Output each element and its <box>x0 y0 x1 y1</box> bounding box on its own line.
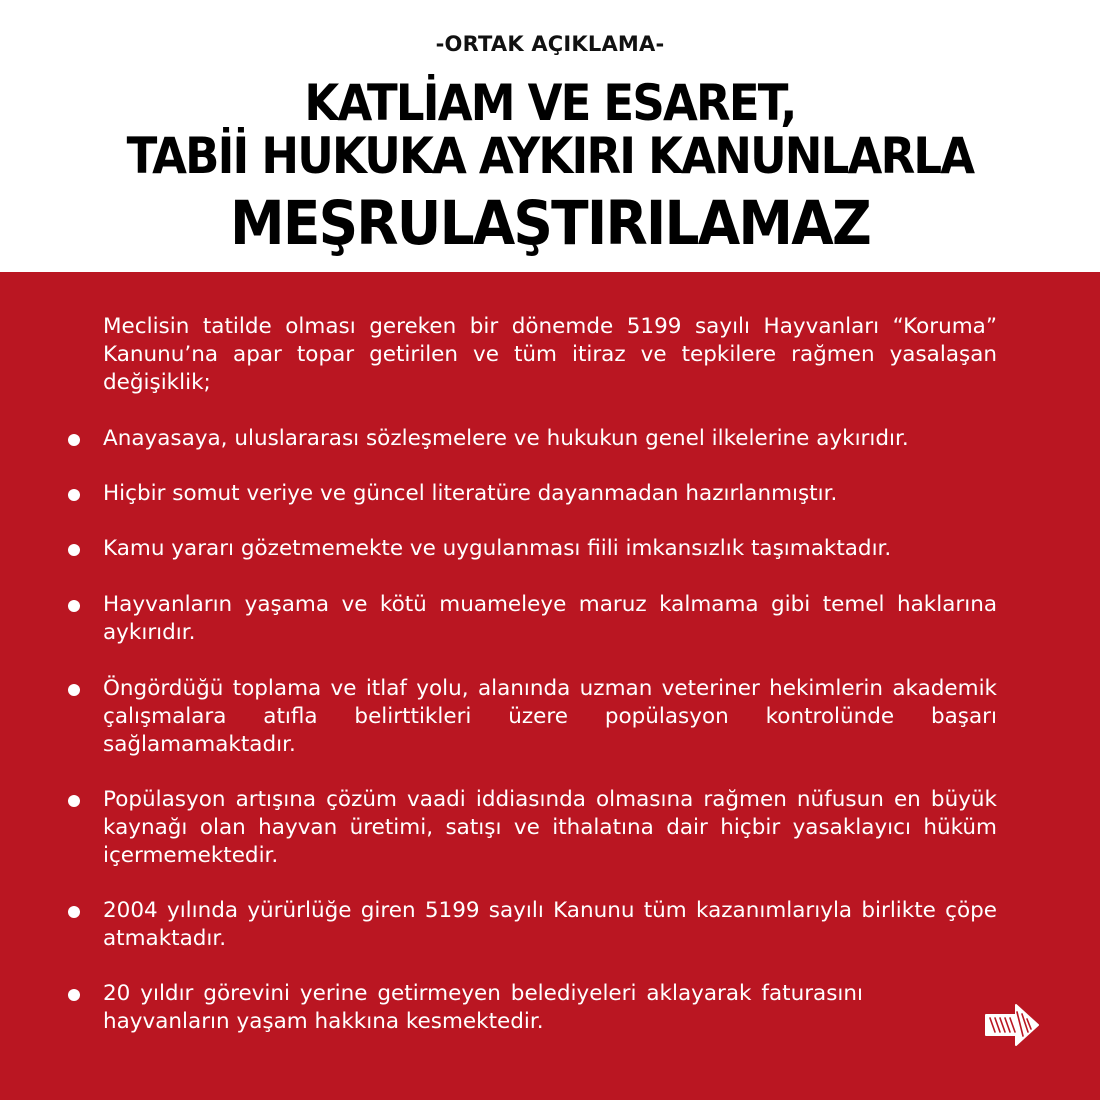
bullet-dot <box>68 989 80 1001</box>
bullet-item: 20 yıldır görevini yerine getirmeyen belediyeleri aklayarak faturasını hayvanların yaşam hakkına kesmektedir. <box>103 981 863 1034</box>
right-arrow-icon[interactable] <box>983 1002 1041 1048</box>
bullet-item: Popülasyon artışına çözüm vaadi iddiasında olmasına rağmen nüfusun en büyük kaynağı olan hayvan üretimi, satışı ve ithalatına dair hiçbir yasaklayıcı hüküm içermemektedir. <box>103 787 997 868</box>
title-line-1: KATLİAM VE ESARET, <box>304 74 796 132</box>
kicker-label: -ORTAK AÇIKLAMA- <box>435 32 665 56</box>
bullet-item: 2004 yılında yürürlüğe giren 5199 sayılı Kanunu tüm kazanımlarıyla birlikte çöpe atmaktadır. <box>103 898 997 951</box>
bullet-dot <box>68 795 80 807</box>
bullet-item: Kamu yararı gözetmemekte ve uygulanması fiili imkansızlık taşımaktadır. <box>103 536 892 561</box>
bullet-item: Hayvanların yaşama ve kötü muameleye maruz kalmama gibi temel haklarına aykırıdır. <box>103 592 997 645</box>
bullet-dot <box>68 489 80 501</box>
right-arrow-icon-svg <box>983 1002 1041 1048</box>
bullet-item: Hiçbir somut veriye ve güncel literatüre dayanmadan hazırlanmıştır. <box>103 481 838 506</box>
header-panel <box>0 0 1100 272</box>
bullet-dot <box>68 684 80 696</box>
title-line-3: MEŞRULAŞTIRILAMAZ <box>230 188 870 259</box>
bullet-dot <box>68 600 80 612</box>
intro-paragraph: Meclisin tatilde olması gereken bir dönemde 5199 sayılı Hayvanları “Koruma” Kanunu’na apar topar getirilen ve tüm itiraz ve tepkilere rağmen yasalaşan değişiklik; <box>103 314 997 395</box>
bullet-item: Öngördüğü toplama ve itlaf yolu, alanında uzman veteriner hekimlerin akademik çalışmalara atıfla belirttikleri üzere popülasyon kontrolünde başarı sağlamamaktadır. <box>103 676 997 757</box>
bullet-item: Anayasaya, uluslararası sözleşmelere ve hukukun genel ilkelerine aykırıdır. <box>103 426 909 451</box>
bullet-dot <box>68 906 80 918</box>
title-line-2: TABİİ HUKUKA AYKIRI KANUNLARLA <box>126 127 974 185</box>
bullet-dot <box>68 544 80 556</box>
bullet-dot <box>68 434 80 446</box>
